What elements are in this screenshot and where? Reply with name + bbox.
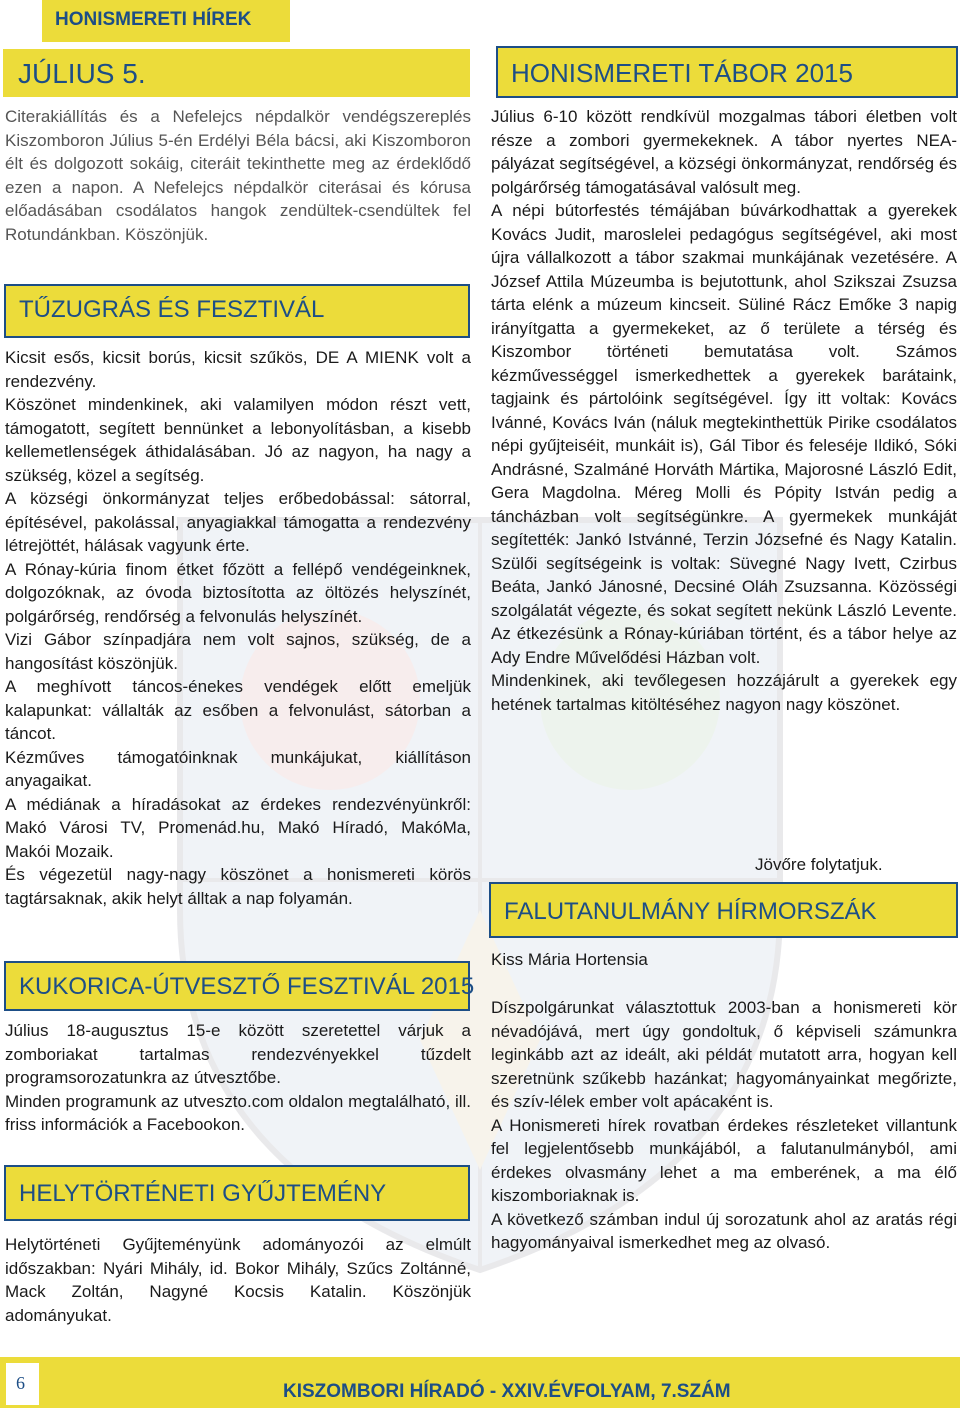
- history-article: [5, 1233, 471, 1327]
- camp-heading: HONISMERETI TÁBOR 2015: [511, 58, 853, 88]
- page-number: 6: [16, 1373, 25, 1393]
- corn-festival-paragraph: Július 18-augusztus 15-e között szeretettel várjuk a zomboriakat tartalmas rendezvényekkel tűzdelt programsorozatunkra az útvesztőbe.: [5, 1021, 471, 1087]
- village-study-paragraph: A következő számban indul új sorozatunk ahol az aratás régi hagyományaival ismerkedhet meg az olvasó.: [491, 1209, 957, 1252]
- corn-festival-paragraph: Minden programunk az utveszto.com oldalon megtalálható, ill. friss információk a Facebookon.: [5, 1091, 471, 1134]
- camp-paragraph: Július 6-10 között rendkívül mozgalmas tábori életben volt része a zombori gyermekeknek. A tábor nyertes NEA-pályázat segítségével, a községi önkormányzat, rendőrség és polgárőrség támogatásával valósult meg.: [491, 107, 957, 197]
- camp-signoff: Jövőre folytatjuk.: [755, 855, 883, 874]
- festival-paragraph: A meghívott táncos-énekes vendégek előtt emeljük kalapunkat: vállalták az esőben a felvonulást, sátorban a táncot.: [5, 677, 471, 743]
- camp-article: [491, 105, 957, 716]
- history-paragraph: Helytörténeti Gyűjteményünk adományozói az elmúlt időszakban: Nyári Mihály, id. Bokor Mihály, Szűcs Zoltánné, Mack Zoltán, Nagyné Kocsis Katalin. Köszönjük adományukat.: [5, 1235, 471, 1325]
- corn-festival-article: [5, 1019, 471, 1137]
- festival-paragraph: A községi önkormányzat teljes erőbedobással: sátorral, építésével, pakolással, anyagiakkal támogatta a rendezvény létrejöttét, hálásak vagyunk érte.: [5, 489, 471, 555]
- festival-heading: TŰZUGRÁS ÉS FESZTIVÁL: [19, 296, 325, 323]
- section-category-band: [42, 0, 290, 42]
- festival-paragraph: Vizi Gábor színpadjára nem volt sajnos, szükség, de a hangosítást köszönjük.: [5, 630, 471, 673]
- camp-heading-box: [496, 46, 958, 98]
- date-heading: JÚLIUS 5.: [18, 58, 146, 89]
- festival-article: [5, 346, 471, 910]
- camp-paragraph: Mindenkinek, aki tevőlegesen hozzájárult a gyerekek egy hetének tartalmas kitöltéséhez nagyon nagy köszönet.: [491, 671, 957, 714]
- festival-paragraph: A Rónay-kúria finom étket főzött a fellépő vendégeinknek, dolgozóknak, az óvoda biztosította az öltözés helyszínét, polgárőrség, rendőrség a felvonulás helyszínét.: [5, 559, 471, 626]
- village-study-paragraph: A Honismereti hírek rovatban érdekes részleteket villantunk fel legjelentősebb munkájából, a falutanulmányból, ami érdekes olvasmány lehet a ma emberének, a ma élő kiszomboriaknak is.: [491, 1115, 957, 1205]
- festival-heading-box: [4, 284, 470, 338]
- festival-paragraph: Kicsit esős, kicsit borús, kicsit szűkös, DE A MIENK volt a rendezvény.: [5, 348, 471, 391]
- camp-paragraph: A népi bútorfestés témájában búvárkodhattak a gyerekek Kovács Judit, maroslelei pedagógus segítségével, aki most újra vállalkozott a tábor szakmai munkájának vezetésére. A József Attila Múzeumba is bejutottunk, ahol Szikszai Zsuzsa tárta elénk a múzeum kincseit. Süliné Rácz Emőke 3 napig irányítgatta a gyermekeket, az ő területe a térség és Kiszombor történeti bemutatása volt. Számos kézművességgel ismerkedhettek a gyerekek barátaink, tagjaink és pártolóink segítségével. Így itt voltak: Kovács Ivánné, Kovács Iván (náluk megtekinthettük Pirike csodálatos népi gyűjteiséit, munkáit is), Gál Tibor és feleséje Ildikó, Sóki Andrásné, Szalmáné Horváth Mártika, Majorosné László Edit, Gera Magdolna. Méreg Molli és Pópity István pedig a táncházban volt segítségünkre. A gyermekek munkáját segítették: Jankó Istvánné, Terzin Józsefné és Nagy Katalin. Szülői segítségeink is voltak: Süvegné Nagy Ivett, Czirbus Beáta, Jankó Jánosné, Decsiné Oláh Zsuzsanna. Közösségi szolgálatát végezte, és sokat segített nekünk László Levente. Az étkezésünk a Rónay-kúriában történt, és a tábor helye az Ady Endre Művelődési Házban volt.: [491, 201, 957, 667]
- intro-paragraph: Citerakiállítás és a Nefelejcs népdalkör vendégszereplés Kiszomboron Július 5-én Erdélyi Béla bácsi, aki Kiszomboron élt és dolgozott sokáig, citeráit tekinthette meg az érdeklődő ezen a napon. A Nefelejcs népdalkör citerásai és kórusa előadásában csodálatos hangok zendültek-csendültek fel Rotundánkban. Köszönjük.: [5, 107, 471, 244]
- village-study-article: [491, 996, 957, 1255]
- village-study-author: Kiss Mária Hortensia: [491, 950, 648, 969]
- corn-festival-heading: KUKORICA-ÚTVESZTŐ FESZTIVÁL 2015: [19, 973, 475, 1000]
- village-study-heading-box: [489, 882, 958, 938]
- publication-title: KISZOMBORI HÍRADÓ - XXIV.ÉVFOLYAM, 7.SZÁM: [283, 1381, 731, 1402]
- history-heading-box: [4, 1165, 470, 1221]
- history-heading: HELYTÖRTÉNETI GYŰJTEMÉNY: [19, 1180, 387, 1207]
- festival-paragraph: Köszönet mindenkinek, aki valamilyen módon részt vett, támogatott, segített bennünket a lebonyolításban, a kisebb kellemetlenségek áthidalásában. Jó az nagyon, ha nagy a szükség, közel a segítség.: [5, 395, 471, 485]
- festival-paragraph: És végezetül nagy-nagy köszönet a honismereti körös tagtársaknak, akik helyt álltak a nap folyamán.: [5, 865, 471, 908]
- festival-paragraph: Kézműves támogatóinknak munkájukat, kiállításon anyagaikat.: [5, 747, 471, 790]
- corn-festival-heading-box: [4, 961, 475, 1011]
- section-category: HONISMERETI HÍREK: [55, 9, 252, 30]
- page-number-box: [6, 1363, 39, 1405]
- village-study-paragraph: Díszpolgárunkat választottuk 2003-ban a honismereti kör névadójává, mert úgy gondoltuk, ő képviseli számunkra leginkább azt az ideált, aki példát mutatott arra, hogyan kell szeretnünk szűkebb hazánkat; hagyományainkat megőrizte, és szív-lélek ember volt apácaként is.: [491, 998, 957, 1111]
- festival-paragraph: A médiának a híradásokat az érdekes rendezvényünkről: Makó Városi TV, Promenád.hu, Makó Híradó, MakóMa, Makói Mozaik.: [5, 794, 471, 861]
- village-study-heading: FALUTANULMÁNY HÍRMORSZÁK: [504, 898, 877, 925]
- date-heading-box: [3, 49, 470, 97]
- intro-article: [5, 105, 471, 246]
